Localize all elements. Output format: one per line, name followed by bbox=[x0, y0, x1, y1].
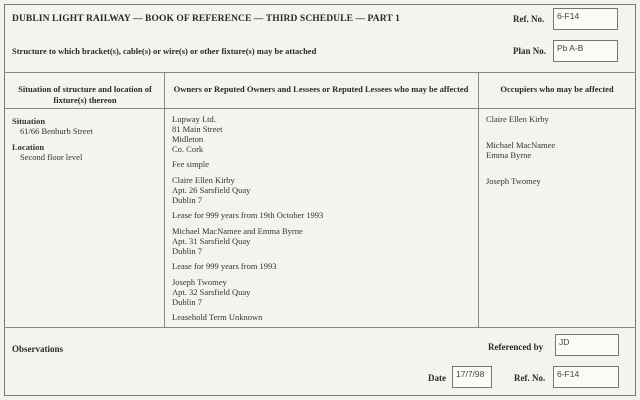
owner-address-line: Apt. 26 Sarsfield Quay bbox=[172, 185, 251, 195]
owners-cell bbox=[172, 114, 323, 322]
owner-name: Michael MacNamee and Emma Byrne bbox=[172, 226, 303, 236]
owner-address-line: Dublin 7 bbox=[172, 195, 202, 205]
owner-address-line: Midleton bbox=[172, 134, 204, 144]
date-label: Date bbox=[428, 373, 446, 383]
column-header-situation: Situation of structure and location of fixture(s) thereon bbox=[18, 84, 152, 105]
occupier-name: Emma Byrne bbox=[486, 150, 532, 160]
occupier-name: Michael MacNamee bbox=[486, 140, 556, 150]
occupiers-cell bbox=[486, 114, 555, 186]
header-bottom-rule bbox=[4, 108, 636, 109]
ref-no-field[interactable]: 6-F14 bbox=[553, 8, 618, 30]
owner-tenure: Lease for 999 years from 1993 bbox=[172, 261, 277, 271]
column-divider-1 bbox=[164, 72, 165, 327]
occupier-name: Claire Ellen Kirby bbox=[486, 114, 549, 124]
footer-ref-no-label: Ref. No. bbox=[514, 373, 546, 383]
location-value: Second floor level bbox=[20, 152, 83, 162]
owner-entry bbox=[172, 114, 323, 169]
owner-tenure: Leasehold Term Unknown bbox=[172, 312, 263, 322]
plan-no-field[interactable]: Pb A-B bbox=[553, 40, 618, 62]
date-field[interactable]: 17/7/98 bbox=[452, 366, 492, 388]
owner-name: Joseph Twomey bbox=[172, 277, 227, 287]
owner-address-line: Dublin 7 bbox=[172, 246, 202, 256]
owner-entry bbox=[172, 175, 323, 220]
owner-tenure: Fee simple bbox=[172, 159, 210, 169]
column-header-occupiers: Occupiers who may be affected bbox=[500, 84, 614, 94]
column-divider-2 bbox=[478, 72, 479, 327]
owner-entry bbox=[172, 226, 323, 271]
plan-no-label: Plan No. bbox=[513, 46, 547, 56]
owner-address-line: Apt. 32 Sarsfield Quay bbox=[172, 287, 251, 297]
owner-name: Lupway Ltd. bbox=[172, 114, 216, 124]
situation-label: Situation bbox=[12, 116, 46, 126]
form-title: DUBLIN LIGHT RAILWAY — BOOK OF REFERENCE — THIRD SCHEDULE — PART 1 bbox=[12, 14, 400, 24]
structure-label: Structure to which bracket(s), cable(s) or wire(s) or other fixture(s) may be attached bbox=[12, 46, 317, 56]
owner-address-line: Co. Cork bbox=[172, 144, 204, 154]
occupier-name: Joseph Twomey bbox=[486, 176, 541, 186]
table-top-rule bbox=[4, 72, 636, 73]
owner-address-line: Apt. 31 Sarsfield Quay bbox=[172, 236, 251, 246]
location-label: Location bbox=[12, 142, 45, 152]
owner-entry bbox=[172, 277, 323, 322]
table-bottom-rule bbox=[4, 327, 636, 328]
owner-tenure: Lease for 999 years from 19th October 1993 bbox=[172, 210, 324, 220]
ref-no-label: Ref. No. bbox=[513, 14, 545, 24]
footer-ref-no-field[interactable]: 6-F14 bbox=[553, 366, 619, 388]
owner-address-line: Dublin 7 bbox=[172, 297, 202, 307]
referenced-by-field[interactable]: JD bbox=[555, 334, 619, 356]
owner-address-line: 81 Main Street bbox=[172, 124, 223, 134]
column-header-owners: Owners or Reputed Owners and Lessees or Reputed Lessees who may be affected bbox=[173, 84, 469, 94]
situation-cell bbox=[12, 116, 93, 162]
owner-name: Claire Ellen Kirby bbox=[172, 175, 235, 185]
observations-label: Observations bbox=[12, 344, 64, 354]
situation-value: 61/66 Benburb Street bbox=[20, 126, 93, 136]
referenced-by-label: Referenced by bbox=[488, 342, 544, 352]
